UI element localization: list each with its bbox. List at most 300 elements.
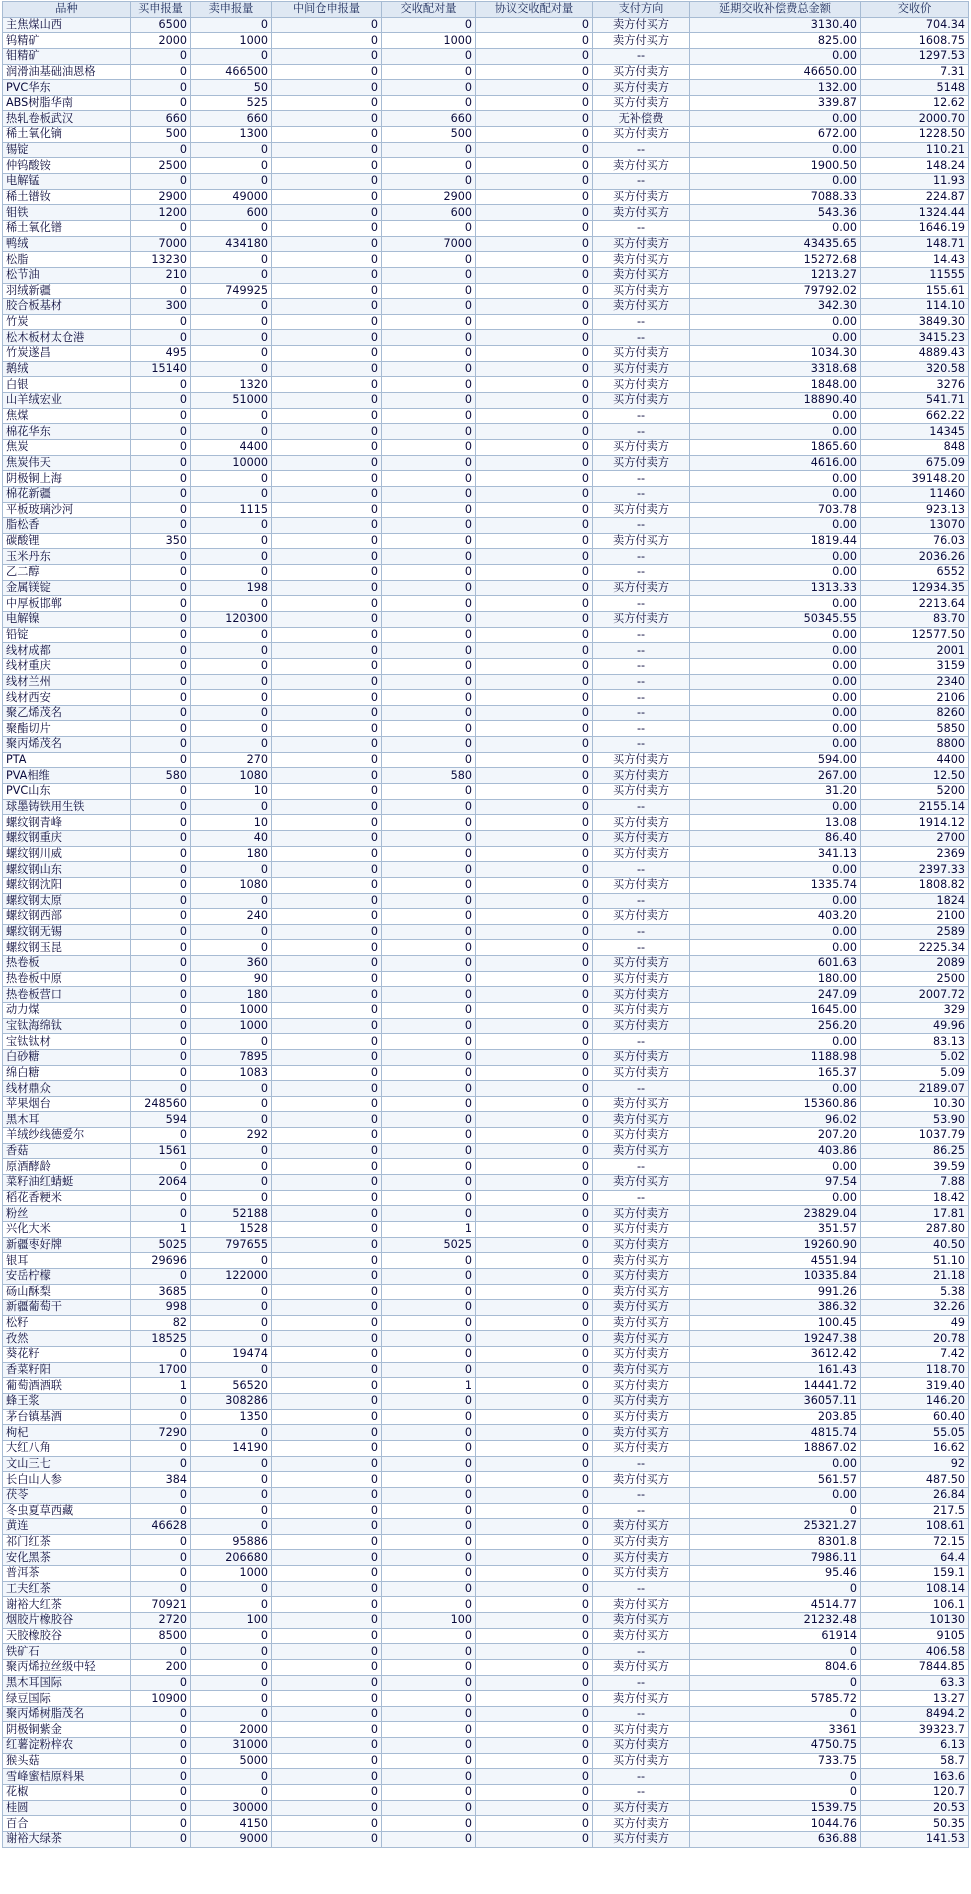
cell-agreement-matched: 0: [476, 1065, 593, 1081]
cell-matched-volume: 0: [382, 752, 476, 768]
cell-agreement-matched: 0: [476, 1425, 593, 1441]
cell-agreement-matched: 0: [476, 1769, 593, 1785]
cell-intermediate-declared: 0: [272, 236, 382, 252]
cell-agreement-matched: 0: [476, 95, 593, 111]
cell-buy-declared: 82: [131, 1315, 191, 1331]
cell-settlement-price: 53.90: [861, 1112, 969, 1128]
table-row: [3, 1018, 969, 1034]
cell-intermediate-declared: 0: [272, 862, 382, 878]
cell-variety: 绵白糖: [3, 1065, 131, 1081]
table-row: [3, 1816, 969, 1832]
cell-deferred-compensation: 132.00: [690, 80, 861, 96]
cell-sell-declared: 0: [191, 940, 272, 956]
cell-intermediate-declared: 0: [272, 1331, 382, 1347]
cell-settlement-price: 55.05: [861, 1425, 969, 1441]
cell-buy-declared: 0: [131, 1049, 191, 1065]
cell-matched-volume: 0: [382, 627, 476, 643]
cell-buy-declared: 1200: [131, 205, 191, 221]
cell-settlement-price: 287.80: [861, 1221, 969, 1237]
cell-deferred-compensation: 1900.50: [690, 158, 861, 174]
cell-settlement-price: 4889.43: [861, 346, 969, 362]
cell-settlement-price: 7.88: [861, 1175, 969, 1191]
cell-payment-direction: 买方付卖方: [593, 64, 690, 80]
cell-settlement-price: 2001: [861, 643, 969, 659]
cell-settlement-price: 14.43: [861, 252, 969, 268]
cell-sell-declared: 0: [191, 1769, 272, 1785]
cell-agreement-matched: 0: [476, 1237, 593, 1253]
cell-variety: PVC华东: [3, 80, 131, 96]
cell-matched-volume: 0: [382, 924, 476, 940]
table-row: [3, 236, 969, 252]
cell-variety: 鹅绒: [3, 361, 131, 377]
cell-matched-volume: 0: [382, 314, 476, 330]
cell-sell-declared: 0: [191, 471, 272, 487]
cell-deferred-compensation: 0.00: [690, 705, 861, 721]
cell-matched-volume: 0: [382, 1785, 476, 1801]
cell-settlement-price: 9105: [861, 1628, 969, 1644]
cell-matched-volume: 0: [382, 1472, 476, 1488]
table-row: [3, 174, 969, 190]
cell-agreement-matched: 0: [476, 1394, 593, 1410]
cell-intermediate-declared: 0: [272, 1456, 382, 1472]
cell-deferred-compensation: 1645.00: [690, 1003, 861, 1019]
cell-deferred-compensation: 0.00: [690, 1159, 861, 1175]
cell-variety: 祁门红茶: [3, 1534, 131, 1550]
cell-intermediate-declared: 0: [272, 1800, 382, 1816]
cell-settlement-price: 26.84: [861, 1487, 969, 1503]
cell-sell-declared: 5000: [191, 1753, 272, 1769]
cell-matched-volume: 0: [382, 283, 476, 299]
table-row: [3, 142, 969, 158]
cell-sell-declared: 0: [191, 565, 272, 581]
cell-matched-volume: 0: [382, 799, 476, 815]
cell-settlement-price: 12.62: [861, 95, 969, 111]
cell-buy-declared: 2000: [131, 33, 191, 49]
cell-sell-declared: 1350: [191, 1409, 272, 1425]
cell-payment-direction: 买方付卖方: [593, 439, 690, 455]
cell-intermediate-declared: 0: [272, 768, 382, 784]
cell-intermediate-declared: 0: [272, 784, 382, 800]
cell-sell-declared: 0: [191, 299, 272, 315]
cell-buy-declared: 0: [131, 658, 191, 674]
cell-payment-direction: 卖方付买方: [593, 1628, 690, 1644]
cell-payment-direction: --: [593, 518, 690, 534]
cell-matched-volume: 0: [382, 1003, 476, 1019]
cell-intermediate-declared: 0: [272, 1206, 382, 1222]
table-body: [3, 17, 969, 1847]
cell-agreement-matched: 0: [476, 17, 593, 33]
cell-intermediate-declared: 0: [272, 924, 382, 940]
cell-intermediate-declared: 0: [272, 1003, 382, 1019]
cell-buy-declared: 0: [131, 1566, 191, 1582]
cell-buy-declared: 0: [131, 95, 191, 111]
cell-matched-volume: 600: [382, 205, 476, 221]
cell-agreement-matched: 0: [476, 1049, 593, 1065]
cell-sell-declared: 0: [191, 17, 272, 33]
cell-agreement-matched: 0: [476, 158, 593, 174]
table-row: [3, 1268, 969, 1284]
table-row: [3, 1003, 969, 1019]
table-row: [3, 815, 969, 831]
cell-settlement-price: 146.20: [861, 1394, 969, 1410]
table-row: [3, 799, 969, 815]
cell-sell-declared: 0: [191, 267, 272, 283]
cell-sell-declared: 0: [191, 1628, 272, 1644]
table-row: [3, 1691, 969, 1707]
cell-settlement-price: 217.5: [861, 1503, 969, 1519]
cell-agreement-matched: 0: [476, 1550, 593, 1566]
cell-deferred-compensation: 18890.40: [690, 393, 861, 409]
cell-buy-declared: 0: [131, 924, 191, 940]
cell-buy-declared: 500: [131, 127, 191, 143]
cell-settlement-price: 1608.75: [861, 33, 969, 49]
cell-deferred-compensation: 46650.00: [690, 64, 861, 80]
cell-buy-declared: 2720: [131, 1612, 191, 1628]
cell-payment-direction: --: [593, 549, 690, 565]
table-row: [3, 721, 969, 737]
cell-variety: 热卷板营口: [3, 987, 131, 1003]
cell-deferred-compensation: 4815.74: [690, 1425, 861, 1441]
cell-sell-declared: 180: [191, 846, 272, 862]
cell-agreement-matched: 0: [476, 1378, 593, 1394]
cell-deferred-compensation: 86.40: [690, 830, 861, 846]
cell-variety: 铁矿石: [3, 1644, 131, 1660]
cell-deferred-compensation: 79792.02: [690, 283, 861, 299]
cell-settlement-price: 2213.64: [861, 596, 969, 612]
cell-variety: 聚丙烯拉丝级中轻: [3, 1659, 131, 1675]
cell-agreement-matched: 0: [476, 737, 593, 753]
cell-matched-volume: 0: [382, 940, 476, 956]
cell-sell-declared: 0: [191, 721, 272, 737]
cell-deferred-compensation: 0: [690, 1769, 861, 1785]
cell-settlement-price: 86.25: [861, 1143, 969, 1159]
cell-payment-direction: 买方付卖方: [593, 1566, 690, 1582]
cell-matched-volume: 0: [382, 846, 476, 862]
table-row: [3, 1300, 969, 1316]
cell-deferred-compensation: 0: [690, 1644, 861, 1660]
cell-matched-volume: 0: [382, 1065, 476, 1081]
cell-settlement-price: 5.02: [861, 1049, 969, 1065]
cell-variety: 松节油: [3, 267, 131, 283]
cell-intermediate-declared: 0: [272, 205, 382, 221]
cell-matched-volume: 0: [382, 1253, 476, 1269]
cell-sell-declared: 0: [191, 1096, 272, 1112]
cell-intermediate-declared: 0: [272, 1597, 382, 1613]
table-row: [3, 127, 969, 143]
cell-buy-declared: 248560: [131, 1096, 191, 1112]
cell-payment-direction: 买方付卖方: [593, 80, 690, 96]
cell-payment-direction: --: [593, 1706, 690, 1722]
cell-agreement-matched: 0: [476, 346, 593, 362]
cell-sell-declared: 0: [191, 862, 272, 878]
cell-buy-declared: 2500: [131, 158, 191, 174]
cell-deferred-compensation: 247.09: [690, 987, 861, 1003]
table-row: [3, 1675, 969, 1691]
cell-intermediate-declared: 0: [272, 1659, 382, 1675]
cell-buy-declared: 13230: [131, 252, 191, 268]
cell-payment-direction: --: [593, 1159, 690, 1175]
cell-matched-volume: 0: [382, 1440, 476, 1456]
cell-sell-declared: 0: [191, 142, 272, 158]
cell-intermediate-declared: 0: [272, 815, 382, 831]
table-row: [3, 658, 969, 674]
cell-deferred-compensation: 15360.86: [690, 1096, 861, 1112]
cell-settlement-price: 10.30: [861, 1096, 969, 1112]
cell-payment-direction: --: [593, 1785, 690, 1801]
cell-agreement-matched: 0: [476, 174, 593, 190]
cell-buy-declared: 7290: [131, 1425, 191, 1441]
cell-buy-declared: 0: [131, 674, 191, 690]
cell-sell-declared: 1080: [191, 877, 272, 893]
cell-deferred-compensation: 4551.94: [690, 1253, 861, 1269]
cell-sell-declared: 0: [191, 1284, 272, 1300]
cell-deferred-compensation: 0.00: [690, 330, 861, 346]
cell-payment-direction: 买方付卖方: [593, 611, 690, 627]
cell-matched-volume: 0: [382, 862, 476, 878]
cell-payment-direction: 卖方付买方: [593, 1112, 690, 1128]
cell-settlement-price: 118.70: [861, 1362, 969, 1378]
cell-intermediate-declared: 0: [272, 987, 382, 1003]
cell-sell-declared: 0: [191, 690, 272, 706]
cell-buy-declared: 0: [131, 1706, 191, 1722]
cell-buy-declared: 210: [131, 267, 191, 283]
cell-payment-direction: 买方付卖方: [593, 1378, 690, 1394]
cell-variety: 香菇: [3, 1143, 131, 1159]
cell-settlement-price: 1914.12: [861, 815, 969, 831]
table-row: [3, 1659, 969, 1675]
table-row: [3, 956, 969, 972]
cell-payment-direction: 买方付卖方: [593, 1738, 690, 1754]
cell-variety: 百合: [3, 1816, 131, 1832]
cell-settlement-price: 120.7: [861, 1785, 969, 1801]
cell-payment-direction: 无补偿费: [593, 111, 690, 127]
cell-intermediate-declared: 0: [272, 220, 382, 236]
cell-matched-volume: 0: [382, 424, 476, 440]
cell-settlement-price: 51.10: [861, 1253, 969, 1269]
cell-agreement-matched: 0: [476, 252, 593, 268]
cell-settlement-price: 1646.19: [861, 220, 969, 236]
table-row: [3, 393, 969, 409]
cell-variety: 螺纹钢青峰: [3, 815, 131, 831]
cell-payment-direction: 买方付卖方: [593, 236, 690, 252]
cell-agreement-matched: 0: [476, 1003, 593, 1019]
table-row: [3, 705, 969, 721]
table-row: [3, 565, 969, 581]
cell-settlement-price: 8800: [861, 737, 969, 753]
cell-payment-direction: --: [593, 1675, 690, 1691]
cell-intermediate-declared: 0: [272, 1112, 382, 1128]
cell-matched-volume: 0: [382, 1691, 476, 1707]
cell-agreement-matched: 0: [476, 205, 593, 221]
cell-variety: 黑木耳国际: [3, 1675, 131, 1691]
cell-sell-declared: 51000: [191, 393, 272, 409]
table-row: [3, 1566, 969, 1582]
cell-agreement-matched: 0: [476, 1300, 593, 1316]
cell-sell-declared: 0: [191, 1675, 272, 1691]
cell-variety: 聚乙烯茂名: [3, 705, 131, 721]
cell-sell-declared: 0: [191, 1644, 272, 1660]
cell-agreement-matched: 0: [476, 690, 593, 706]
cell-deferred-compensation: 825.00: [690, 33, 861, 49]
cell-sell-declared: 52188: [191, 1206, 272, 1222]
cell-buy-declared: 0: [131, 784, 191, 800]
cell-payment-direction: 卖方付买方: [593, 1612, 690, 1628]
cell-matched-volume: 0: [382, 1566, 476, 1582]
cell-intermediate-declared: 0: [272, 909, 382, 925]
cell-agreement-matched: 0: [476, 940, 593, 956]
cell-buy-declared: 300: [131, 299, 191, 315]
cell-buy-declared: 0: [131, 1081, 191, 1097]
cell-settlement-price: 675.09: [861, 455, 969, 471]
cell-matched-volume: 0: [382, 1597, 476, 1613]
table-row: [3, 1785, 969, 1801]
cell-buy-declared: 0: [131, 330, 191, 346]
cell-matched-volume: 0: [382, 1112, 476, 1128]
table-row: [3, 1190, 969, 1206]
cell-variety: 主焦煤山西: [3, 17, 131, 33]
cell-deferred-compensation: 703.78: [690, 502, 861, 518]
cell-sell-declared: 0: [191, 627, 272, 643]
cell-intermediate-declared: 0: [272, 1503, 382, 1519]
cell-payment-direction: 卖方付买方: [593, 1472, 690, 1488]
cell-variety: 稀土镨钕: [3, 189, 131, 205]
cell-matched-volume: 0: [382, 1487, 476, 1503]
cell-settlement-price: 319.40: [861, 1378, 969, 1394]
cell-buy-declared: 7000: [131, 236, 191, 252]
table-row: [3, 377, 969, 393]
cell-agreement-matched: 0: [476, 674, 593, 690]
cell-matched-volume: 0: [382, 1206, 476, 1222]
table-row: [3, 1315, 969, 1331]
cell-variety: 苹果烟台: [3, 1096, 131, 1112]
cell-buy-declared: 0: [131, 502, 191, 518]
cell-buy-declared: 0: [131, 1268, 191, 1284]
cell-intermediate-declared: 0: [272, 48, 382, 64]
cell-matched-volume: 0: [382, 1300, 476, 1316]
cell-deferred-compensation: 1335.74: [690, 877, 861, 893]
cell-variety: 银耳: [3, 1253, 131, 1269]
cell-deferred-compensation: 0.00: [690, 940, 861, 956]
cell-buy-declared: 0: [131, 549, 191, 565]
cell-variety: 兴化大米: [3, 1221, 131, 1237]
cell-buy-declared: 0: [131, 721, 191, 737]
cell-agreement-matched: 0: [476, 1503, 593, 1519]
cell-buy-declared: 495: [131, 346, 191, 362]
cell-settlement-price: 108.61: [861, 1519, 969, 1535]
cell-matched-volume: 0: [382, 1409, 476, 1425]
cell-payment-direction: --: [593, 737, 690, 753]
cell-payment-direction: 买方付卖方: [593, 283, 690, 299]
cell-deferred-compensation: 601.63: [690, 956, 861, 972]
cell-sell-declared: 0: [191, 674, 272, 690]
table-row: [3, 1706, 969, 1722]
cell-matched-volume: 0: [382, 1143, 476, 1159]
cell-intermediate-declared: 0: [272, 486, 382, 502]
cell-matched-volume: 0: [382, 721, 476, 737]
cell-variety: PVA相维: [3, 768, 131, 784]
cell-agreement-matched: 0: [476, 189, 593, 205]
cell-sell-declared: 198: [191, 580, 272, 596]
cell-intermediate-declared: 0: [272, 1440, 382, 1456]
cell-matched-volume: 0: [382, 1534, 476, 1550]
cell-sell-declared: 4150: [191, 1816, 272, 1832]
cell-settlement-price: 2007.72: [861, 987, 969, 1003]
cell-sell-declared: 1320: [191, 377, 272, 393]
cell-settlement-price: 20.53: [861, 1800, 969, 1816]
cell-variety: 花椒: [3, 1785, 131, 1801]
cell-agreement-matched: 0: [476, 1128, 593, 1144]
cell-matched-volume: 0: [382, 1018, 476, 1034]
header-intermediate-declared: 中间仓申报量: [272, 2, 382, 18]
cell-payment-direction: 卖方付买方: [593, 1284, 690, 1300]
cell-intermediate-declared: 0: [272, 1519, 382, 1535]
cell-deferred-compensation: 0.00: [690, 690, 861, 706]
cell-payment-direction: 卖方付买方: [593, 1519, 690, 1535]
cell-settlement-price: 1037.79: [861, 1128, 969, 1144]
cell-agreement-matched: 0: [476, 267, 593, 283]
cell-variety: 绿豆国际: [3, 1691, 131, 1707]
cell-intermediate-declared: 0: [272, 1190, 382, 1206]
cell-settlement-price: 20.78: [861, 1331, 969, 1347]
cell-intermediate-declared: 0: [272, 393, 382, 409]
cell-payment-direction: --: [593, 1456, 690, 1472]
cell-settlement-price: 141.53: [861, 1831, 969, 1847]
table-row: [3, 1550, 969, 1566]
cell-deferred-compensation: 0.00: [690, 111, 861, 127]
cell-deferred-compensation: 0: [690, 1503, 861, 1519]
cell-payment-direction: --: [593, 1081, 690, 1097]
cell-variety: 红薯淀粉梓农: [3, 1738, 131, 1754]
cell-payment-direction: 买方付卖方: [593, 1534, 690, 1550]
cell-agreement-matched: 0: [476, 1159, 593, 1175]
cell-deferred-compensation: 31.20: [690, 784, 861, 800]
cell-sell-declared: 0: [191, 1581, 272, 1597]
cell-payment-direction: 卖方付买方: [593, 267, 690, 283]
cell-buy-declared: 0: [131, 314, 191, 330]
cell-payment-direction: --: [593, 721, 690, 737]
header-settlement-price: 交收价: [861, 2, 969, 18]
cell-variety: 焦煤: [3, 408, 131, 424]
table-row: [3, 674, 969, 690]
cell-intermediate-declared: 0: [272, 1159, 382, 1175]
cell-sell-declared: 0: [191, 1597, 272, 1613]
cell-variety: 螺纹钢沈阳: [3, 877, 131, 893]
cell-agreement-matched: 0: [476, 1081, 593, 1097]
cell-sell-declared: 270: [191, 752, 272, 768]
cell-settlement-price: 2700: [861, 830, 969, 846]
cell-buy-declared: 3685: [131, 1284, 191, 1300]
cell-buy-declared: 0: [131, 799, 191, 815]
table-row: [3, 346, 969, 362]
table-row: [3, 439, 969, 455]
cell-agreement-matched: 0: [476, 424, 593, 440]
cell-matched-volume: 0: [382, 502, 476, 518]
cell-buy-declared: 0: [131, 1347, 191, 1363]
cell-payment-direction: 买方付卖方: [593, 1440, 690, 1456]
cell-settlement-price: 5.38: [861, 1284, 969, 1300]
cell-settlement-price: 72.15: [861, 1534, 969, 1550]
cell-buy-declared: 0: [131, 1769, 191, 1785]
table-row: [3, 768, 969, 784]
cell-matched-volume: 0: [382, 80, 476, 96]
cell-agreement-matched: 0: [476, 956, 593, 972]
cell-sell-declared: 525: [191, 95, 272, 111]
cell-matched-volume: 0: [382, 1315, 476, 1331]
cell-intermediate-declared: 0: [272, 1284, 382, 1300]
cell-payment-direction: 买方付卖方: [593, 346, 690, 362]
cell-deferred-compensation: 0.00: [690, 518, 861, 534]
cell-variety: 线材西安: [3, 690, 131, 706]
